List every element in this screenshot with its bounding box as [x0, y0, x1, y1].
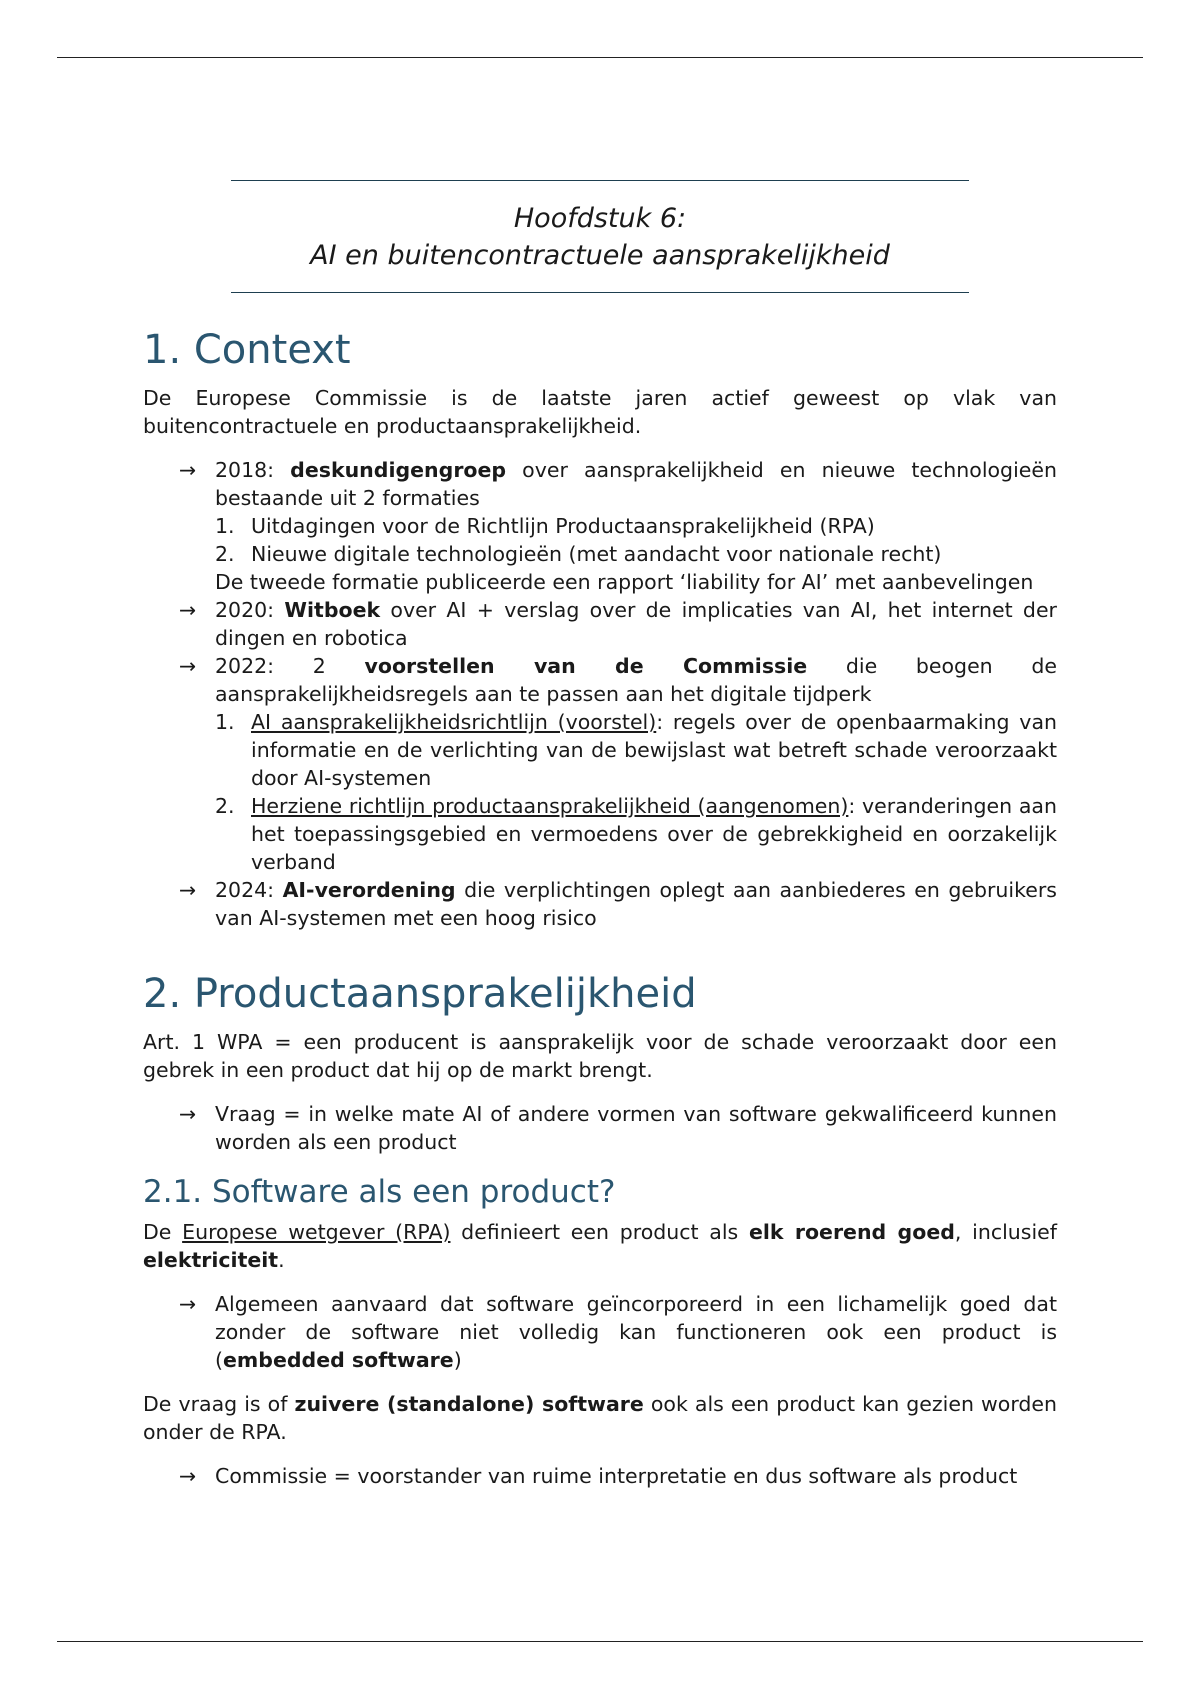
bullet-text: Commissie = voorstander van ruime interpretatie en dus software als product	[215, 1464, 1018, 1488]
section-1-heading: 1. Context	[143, 327, 351, 373]
list-number: 1.	[215, 514, 235, 538]
bullet-item	[179, 1100, 1057, 1156]
list-item-text: Nieuwe digitale technologieën (met aandacht voor nationale recht)	[251, 542, 942, 566]
text-run: .	[278, 1248, 285, 1272]
list-number: 1.	[215, 710, 235, 734]
bold-term: elektriciteit	[143, 1248, 279, 1272]
arrow-icon: →	[179, 1292, 197, 1316]
timeline-item-2018	[179, 456, 1057, 596]
bold-term: Witboek	[284, 598, 381, 622]
arrow-icon: →	[179, 878, 197, 902]
list-item-text: Uitdagingen voor de Richtlijn Productaansprakelijkheid (RPA)	[251, 514, 875, 538]
section-2-1-paragraph-2	[143, 1390, 1057, 1446]
text-run: definieert een product als	[450, 1220, 749, 1244]
document-body	[143, 324, 1057, 1506]
section-2-1-heading: 2.1. Software als een product?	[143, 1174, 616, 1210]
section-2-1-bullets-2	[143, 1462, 1057, 1490]
bold-term: AI-verordening	[282, 878, 456, 902]
list-item	[215, 792, 1057, 876]
proposals-list	[215, 708, 1057, 876]
bold-term: elk roerend goed	[748, 1220, 955, 1244]
timeline-item-2024	[179, 876, 1057, 932]
arrow-icon: →	[179, 1102, 197, 1126]
text-run: )	[453, 1348, 462, 1372]
arrow-icon: →	[179, 458, 197, 482]
bold-term: voorstellen van de Commissie	[364, 654, 808, 678]
section-2-1-paragraph-1	[143, 1218, 1057, 1274]
list-number: 2.	[215, 542, 235, 566]
footer-rule	[57, 1641, 1143, 1642]
year-2018: 2018:	[215, 458, 275, 482]
arrow-icon: →	[179, 1464, 197, 1488]
item-text: over aansprakelijkheid en nieuwe technologieën bestaande uit 2 formaties	[215, 458, 1057, 510]
year-2022: 2022: 2	[215, 654, 365, 678]
section-1-intro: De Europese Commissie is de laatste jaren actief geweest op vlak van buitencontractuele en productaansprakelijkheid.	[143, 386, 1057, 438]
bullet-item	[179, 1462, 1057, 1490]
bullet-text: Vraag = in welke mate AI of andere vormen van software gekwalificeerd kunnen worden als een product	[215, 1102, 1057, 1154]
arrow-icon: →	[179, 654, 197, 678]
bullet-item	[179, 1290, 1057, 1374]
item-text: die verplichtingen oplegt aan aanbiederes en gebruikers van AI-systemen met een hoog risico	[215, 878, 1057, 930]
text-run: ook als een product kan gezien worden onder de RPA.	[143, 1392, 1058, 1444]
section-2-bullets	[143, 1100, 1057, 1156]
section-1-timeline	[143, 456, 1057, 932]
list-item	[215, 512, 1057, 540]
formations-list	[215, 512, 1057, 568]
chapter-title-block	[231, 180, 969, 293]
year-2020: 2020:	[215, 598, 285, 622]
section-2-1-bullets-1	[143, 1290, 1057, 1374]
text-run: , inclusief	[954, 1220, 1057, 1244]
bold-term: deskundigengroep	[290, 458, 507, 482]
bullet-text: Algemeen aanvaard dat software geïncorporeerd in een lichamelijk goed dat zonder de software niet volledig kan functioneren ook een product is (	[215, 1292, 1057, 1372]
section-2-heading: 2. Productaansprakelijkheid	[143, 971, 697, 1017]
list-item-text: : veranderingen aan het toepassingsgebied en vermoedens over de gebrekkigheid en oorzakelijk verband	[251, 794, 1057, 874]
item-text: over AI + verslag over de implicaties van AI, het internet der dingen en robotica	[215, 598, 1057, 650]
formation-note: De tweede formatie publiceerde een rapport ‘liability for AI’ met aanbevelingen	[215, 570, 1034, 594]
text-run: De vraag is of	[143, 1392, 295, 1416]
list-item	[215, 540, 1057, 568]
item-text: die beogen de aansprakelijkheidsregels aan te passen aan het digitale tijdperk	[215, 654, 1058, 706]
underlined-term: AI aansprakelijkheidsrichtlijn (voorstel)	[251, 710, 657, 734]
bold-term: zuivere (standalone) software	[294, 1392, 644, 1416]
arrow-icon: →	[179, 598, 197, 622]
list-item-text: : regels over de openbaarmaking van informatie en de verlichting van de bewijslast wat betreft schade veroorzaakt door AI-systemen	[251, 710, 1057, 790]
year-2024: 2024:	[215, 878, 283, 902]
section-2-intro: Art. 1 WPA = een producent is aansprakelijk voor de schade veroorzaakt door een gebrek in een product dat hij op de markt brengt.	[143, 1030, 1057, 1082]
text-run: De	[143, 1220, 183, 1244]
underlined-term: Herziene richtlijn productaansprakelijkheid (aangenomen)	[251, 794, 849, 818]
underlined-term: Europese wetgever (RPA)	[182, 1220, 451, 1244]
chapter-title-line2: AI en buitencontractuele aansprakelijkheid	[310, 240, 890, 271]
timeline-item-2022	[179, 652, 1058, 876]
chapter-title-line1: Hoofdstuk 6:	[513, 203, 687, 234]
timeline-item-2020	[179, 596, 1057, 652]
list-item	[215, 708, 1057, 792]
title-rule-bottom	[231, 292, 969, 293]
bold-term: embedded software	[223, 1348, 454, 1372]
chapter-title	[231, 181, 969, 292]
header-rule	[57, 57, 1143, 58]
list-number: 2.	[215, 794, 235, 818]
